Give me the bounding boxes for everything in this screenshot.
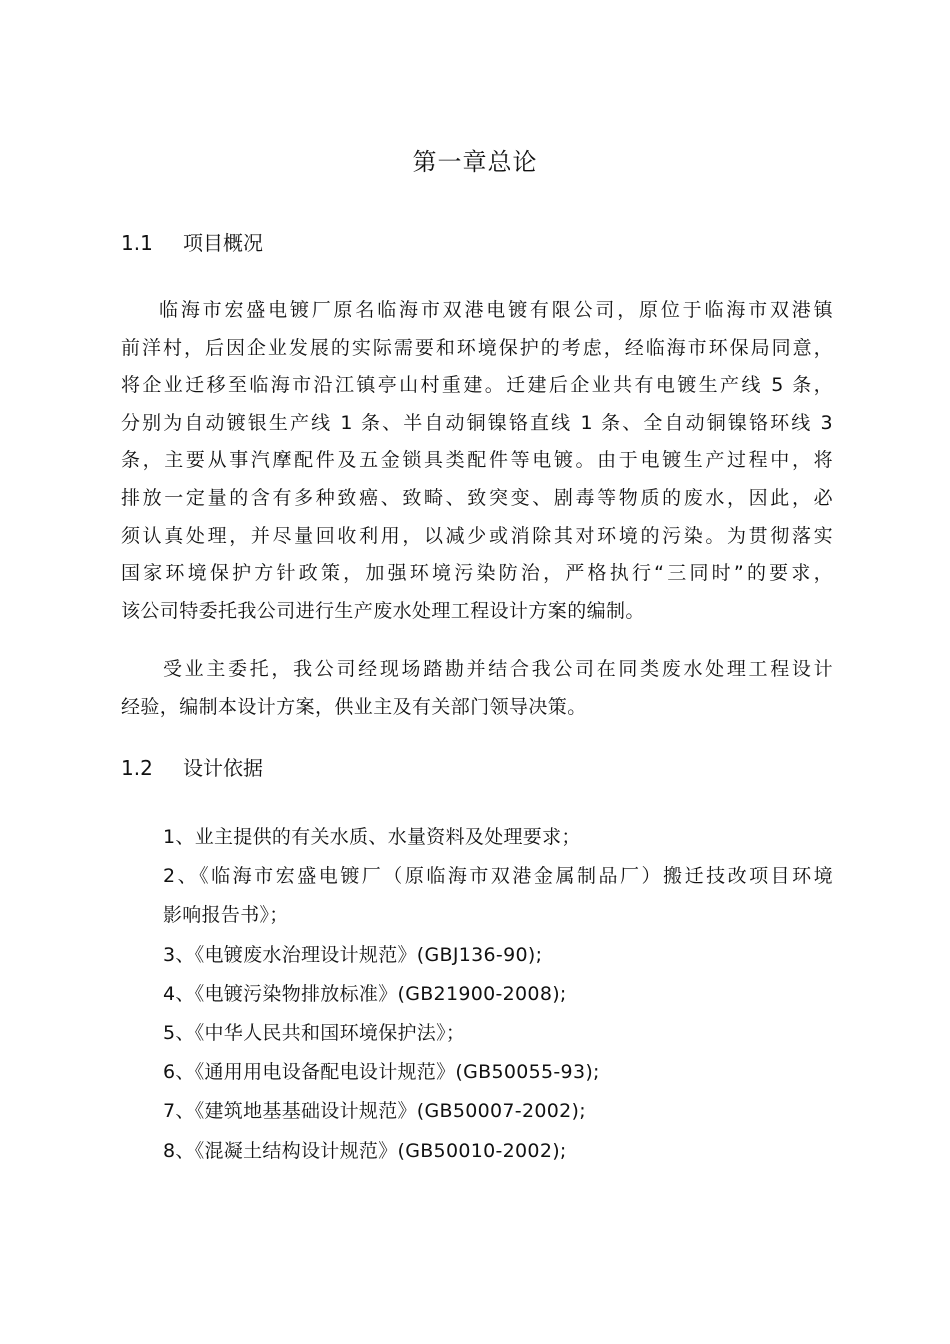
paragraph-line: 须认真处理，并尽量回收利用，以减少或消除其对环境的污染。为贯彻落实 xyxy=(121,524,833,547)
list-item: 5、《中华人民共和国环境保护法》； xyxy=(163,1022,466,1045)
paragraph-line: 分别为自动镀银生产线 1 条、半自动铜镍铬直线 1 条、全自动铜镍铬环线 3 xyxy=(121,411,833,434)
section-number: 1.1 xyxy=(121,231,153,255)
paragraph-line: 经验，编制本设计方案，供业主及有关部门领导决策。 xyxy=(121,695,587,718)
section-heading-1-2 xyxy=(121,753,263,783)
design-basis-list xyxy=(121,818,833,1171)
list-item: 4、《电镀污染物排放标准》(GB21900-2008); xyxy=(163,982,567,1005)
paragraph-line: 该公司特委托我公司进行生产废水处理工程设计方案的编制。 xyxy=(121,599,645,622)
section-heading-1-1 xyxy=(121,228,263,258)
paragraph-commission xyxy=(121,651,833,726)
paragraph-overview xyxy=(121,292,833,630)
paragraph-line: 受业主委托，我公司经现场踏勘并结合我公司在同类废水处理工程设计 xyxy=(163,658,833,680)
list-item: 1、业主提供的有关水质、水量资料及处理要求； xyxy=(163,826,581,848)
section-number: 1.2 xyxy=(121,756,153,780)
list-item: 2、《临海市宏盛电镀厂（原临海市双港金属制品厂）搬迁技改项目环境 xyxy=(163,865,833,888)
list-item: 7、《建筑地基基础设计规范》(GB50007-2002); xyxy=(163,1100,586,1123)
paragraph-line: 临海市宏盛电镀厂原名临海市双港电镀有限公司，原位于临海市双港镇 xyxy=(159,299,833,321)
section-title: 设计依据 xyxy=(183,756,263,780)
paragraph-line: 国家环境保护方针政策，加强环境污染防治，严格执行“三同时”的要求， xyxy=(121,562,833,585)
list-item-continuation: 影响报告书》； xyxy=(163,904,289,927)
list-item: 8、《混凝土结构设计规范》(GB50010-2002); xyxy=(163,1139,567,1162)
paragraph-line: 将企业迁移至临海市沿江镇亭山村重建。迁建后企业共有电镀生产线 5 条， xyxy=(121,374,833,397)
list-item: 3、《电镀废水治理设计规范》(GBJ136-90); xyxy=(163,943,543,966)
section-title: 项目概况 xyxy=(183,231,263,255)
chapter-title: 第一章总论 xyxy=(412,148,538,176)
paragraph-line: 条，主要从事汽摩配件及五金锁具类配件等电镀。由于电镀生产过程中，将 xyxy=(121,449,833,472)
paragraph-line: 前洋村，后因企业发展的实际需要和环境保护的考虑，经临海市环保局同意， xyxy=(121,336,833,359)
paragraph-line: 排放一定量的含有多种致癌、致畸、致突变、剧毒等物质的废水，因此，必 xyxy=(121,486,833,509)
list-item: 6、《通用用电设备配电设计规范》(GB50055-93); xyxy=(163,1061,600,1084)
